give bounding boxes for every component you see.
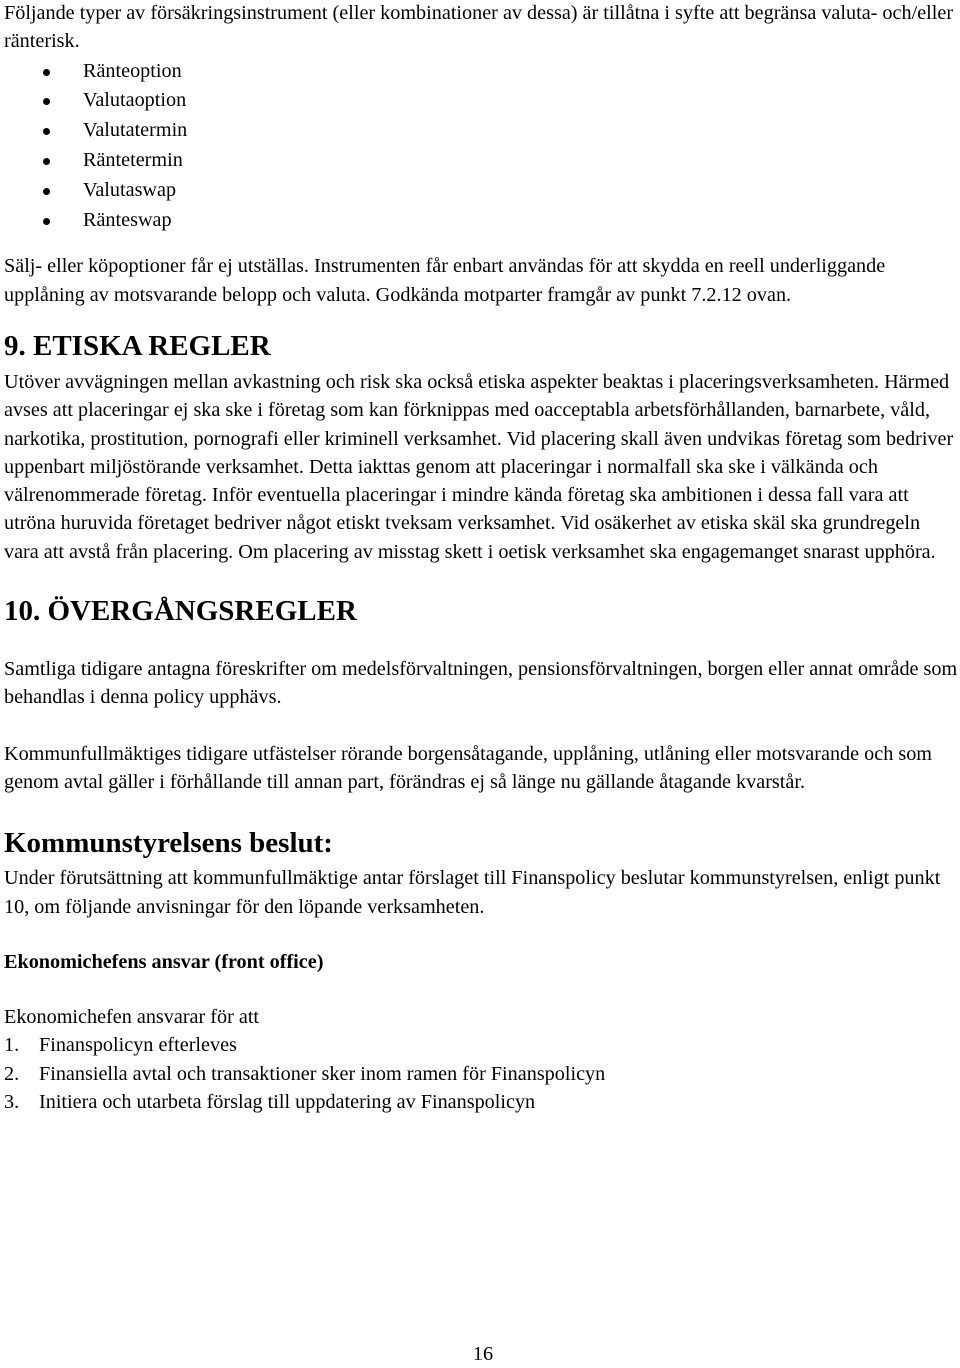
document-page bbox=[4, 0, 958, 1116]
intro-paragraph: Följande typer av försäkringsinstrument (eller kombinationer av dessa) är tillåtna i syfte att begränsa valuta- och/eller ränterisk. bbox=[4, 2, 954, 53]
instrument-list bbox=[4, 57, 958, 236]
list-item: Valutaoption bbox=[4, 86, 958, 116]
transition-paragraph-1: Samtliga tidigare antagna föreskrifter om medelsförvaltningen, pensionsförvaltningen, borgen eller annat område som behandlas i denna policy upphävs. bbox=[4, 658, 958, 709]
bullet-icon bbox=[43, 158, 50, 165]
bullet-icon bbox=[43, 98, 50, 105]
bullet-icon bbox=[43, 188, 50, 195]
bullet-icon bbox=[43, 128, 50, 135]
list-item: 3. Initiera och utarbeta förslag till uppdatering av Finanspolicyn bbox=[4, 1091, 536, 1114]
list-item: 1. Finanspolicyn efterleves bbox=[4, 1034, 237, 1057]
options-paragraph: Sälj- eller köpoptioner får ej utställas. Instrumenten får enbart användas för att skydda en reell underliggande upplåning av motsvarande belopp och valuta. Godkända motparter framgår av punkt 7.2.12 ovan. bbox=[4, 255, 886, 306]
page-number: 16 bbox=[472, 1343, 494, 1365]
responsibility-list bbox=[4, 1031, 958, 1116]
list-item: Valutatermin bbox=[4, 116, 958, 146]
list-item: Ränteoption bbox=[4, 57, 958, 87]
responsibility-lead: Ekonomichefen ansvarar för att bbox=[4, 1006, 260, 1029]
list-item: Räntetermin bbox=[4, 146, 958, 176]
decision-heading: Kommunstyrelsens beslut: bbox=[4, 827, 333, 860]
bullet-icon bbox=[43, 69, 50, 76]
section-10-heading: 10. ÖVERGÅNGSREGLER bbox=[4, 595, 357, 628]
section-9-heading: 9. ETISKA REGLER bbox=[4, 329, 271, 362]
decision-paragraph: Under förutsättning att kommunfullmäktige antar förslaget till Finanspolicy beslutar kommunstyrelsen, enligt punkt 10, om följande anvisningar för den löpande verksamheten. bbox=[4, 867, 941, 918]
list-item: 2. Finansiella avtal och transaktioner sker inom ramen för Finanspolicyn bbox=[4, 1062, 606, 1085]
transition-paragraph-2: Kommunfullmäktiges tidigare utfästelser rörande borgensåtagande, upplåning, utlåning eller motsvarande och som genom avtal gäller i förhållande till annan part, förändras ej så länge nu gällande åtagande kvarstår. bbox=[4, 742, 932, 793]
list-item: Ränteswap bbox=[4, 206, 958, 236]
list-item: Valutaswap bbox=[4, 176, 958, 206]
responsibility-heading: Ekonomichefens ansvar (front office) bbox=[4, 950, 324, 973]
ethics-paragraph: Utöver avvägningen mellan avkastning och risk ska också etiska aspekter beaktas i placeringsverksamheten. Härmed avses att placeringar ej ska ske i företag som kan förknippas med oacceptabla arbetsförhållanden, barnarbete, våld, narkotika, prostitution, pornografi eller kriminell verksamhet. Vid placering skall även undvikas företag som bedriver uppenbart miljöstörande verksamhet. Detta iakttas genom att placeringar i normalfall ska ske i välkända och välrenommerade företag. Inför eventuella placeringar i mindre kända företag ska ambitionen i dessa fall vara att utröna huruvida företaget bedriver något etiskt tveksam verksamhet. Vid osäkerhet av etiska skäl ska grundregeln vara att avstå från placering. Om placering av misstag skett i oetisk verksamhet ska engagemanget snarast upphöra. bbox=[4, 370, 954, 563]
bullet-icon bbox=[43, 218, 50, 225]
